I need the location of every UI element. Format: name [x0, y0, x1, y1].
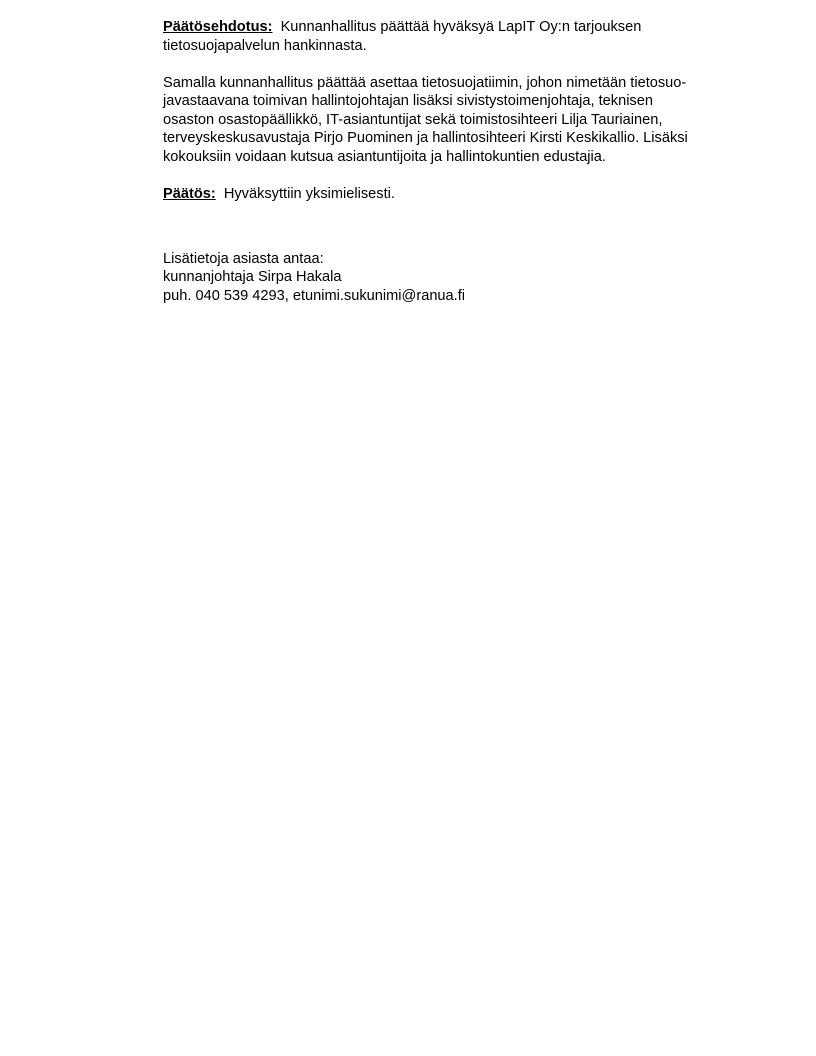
- team-text-line: Samalla kunnanhallitus päättää asettaa tietosuojatiimin, johon nimetään tietosuo-: [163, 74, 687, 91]
- team-text-line: terveyskeskusavustaja Pirjo Puominen ja hallintosihteeri Kirsti Keskikallio. Lisäksi: [163, 130, 688, 146]
- contact-block: [163, 250, 743, 306]
- proposal-paragraph: [163, 18, 743, 55]
- decision-paragraph: [163, 185, 743, 204]
- proposal-text-line: Kunnanhallitus päättää hyväksyä LapIT Oy:n tarjouksen: [280, 19, 642, 35]
- contact-line: Lisätietoja asiasta antaa:: [163, 250, 324, 267]
- contact-line: kunnanjohtaja Sirpa Hakala: [163, 269, 342, 285]
- proposal-first-line: [163, 18, 743, 37]
- document-page: [163, 18, 743, 305]
- decision-label: Päätös:: [163, 185, 216, 202]
- team-text-line: javastaavana toimivan hallintojohtajan lisäksi sivistystoimenjohtaja, teknisen: [163, 93, 653, 109]
- decision-line: [163, 185, 743, 204]
- proposal-text-line: tietosuojapalvelun hankinnasta.: [163, 37, 367, 54]
- decision-text: Hyväksyttiin yksimielisesti.: [223, 185, 395, 202]
- proposal-label: Päätösehdotus:: [163, 19, 273, 35]
- team-text-line: kokouksiin voidaan kutsua asiantuntijoita ja hallintokuntien edustajia.: [163, 148, 606, 165]
- team-text-line: osaston osastopäällikkö, IT-asiantuntijat sekä toimistosihteeri Lilja Tauriainen,: [163, 111, 663, 128]
- paragraph-spacer: [163, 222, 743, 250]
- paragraph-spacer: [163, 203, 743, 222]
- team-paragraph: [163, 74, 743, 167]
- contact-line: puh. 040 539 4293, etunimi.sukunimi@ranua.fi: [163, 287, 466, 304]
- paragraph-spacer: [163, 166, 743, 185]
- paragraph-spacer: [163, 55, 743, 74]
